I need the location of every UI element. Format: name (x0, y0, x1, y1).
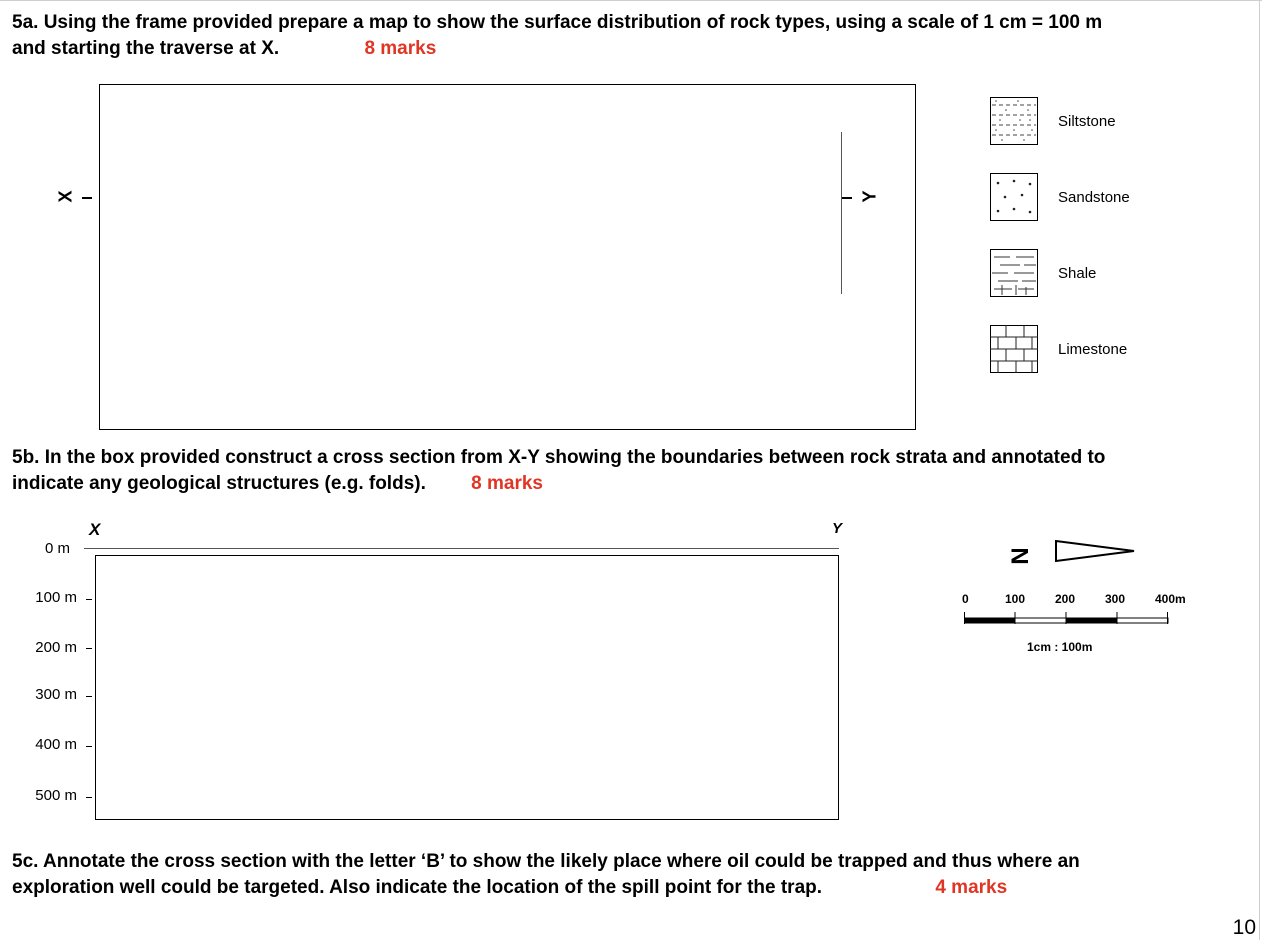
question-5a-line2-text: and starting the traverse at X. (12, 38, 280, 59)
legend-sandstone-label: Sandstone (1058, 189, 1130, 206)
map-traverse-line (841, 132, 842, 294)
cross-section-frame[interactable] (95, 555, 839, 820)
depth-label-100: 100 m (35, 589, 77, 606)
section-label-y: Y (832, 520, 843, 537)
map-label-x: X (55, 190, 76, 203)
scale-tick-label-0: 0 (962, 592, 969, 606)
question-5b-line1: 5b. In the box provided construct a cross section from X-Y showing the boundaries between rock strata and annotated to (12, 447, 1106, 468)
depth-label-0: 0 m (44, 540, 70, 557)
question-5c-line2 (12, 875, 1080, 901)
scale-bar (964, 610, 1170, 628)
question-5c-marks: 4 marks (935, 877, 1008, 898)
page-top-edge (0, 0, 1262, 1)
depth-label-300: 300 m (35, 686, 77, 703)
depth-label-200: 200 m (35, 639, 77, 656)
depth-label-500: 500 m (35, 787, 77, 804)
shale-swatch (990, 249, 1038, 297)
question-5b (12, 445, 1105, 497)
page-right-edge (1259, 0, 1260, 940)
depth-tick-300 (86, 696, 92, 697)
north-letter: N (1005, 547, 1033, 565)
legend-siltstone-label: Siltstone (1058, 113, 1116, 130)
scale-caption: 1cm : 100m (1027, 640, 1093, 654)
depth-tick-400 (86, 746, 92, 747)
question-5c-line1: 5c. Annotate the cross section with the letter ‘B’ to show the likely place where oil could be trapped and thus where an (12, 851, 1080, 872)
legend-limestone-label: Limestone (1058, 341, 1128, 358)
page-number: 10 (1232, 916, 1256, 939)
limestone-swatch (990, 325, 1038, 373)
question-5c (12, 849, 1080, 901)
legend-shale-label: Shale (1058, 265, 1097, 282)
scale-tick-label-200: 200 (1055, 592, 1076, 606)
question-5a-line1: 5a. Using the frame provided prepare a map to show the surface distribution of rock types, using a scale of 1 cm = 100 m (12, 12, 1103, 33)
question-5a-line2 (12, 36, 1102, 62)
question-5a (12, 10, 1102, 62)
map-frame[interactable] (99, 84, 916, 430)
section-label-x: X (89, 520, 101, 539)
north-arrow-icon (1054, 537, 1136, 565)
depth-tick-200 (86, 648, 92, 649)
sandstone-swatch (990, 173, 1038, 221)
question-5b-marks: 8 marks (471, 473, 543, 494)
question-5c-line2-text: exploration well could be targeted. Also indicate the location of the spill point for the trap. (12, 877, 823, 898)
scale-tick-label-400: 400m (1155, 592, 1186, 606)
scale-tick-label-100: 100 (1005, 592, 1026, 606)
question-5a-marks: 8 marks (364, 38, 437, 59)
depth-label-400: 400 m (35, 736, 77, 753)
depth-tick-100 (86, 599, 92, 600)
scale-tick-label-300: 300 (1105, 592, 1126, 606)
map-x-tick (82, 197, 92, 199)
section-surface-line (84, 548, 839, 549)
siltstone-swatch (990, 97, 1038, 145)
map-label-y: Y (859, 190, 880, 203)
question-5b-line2 (12, 471, 1105, 497)
depth-tick-500 (86, 797, 92, 798)
map-y-tick (842, 197, 852, 199)
question-5b-line2-text: indicate any geological structures (e.g. folds). (12, 473, 426, 494)
